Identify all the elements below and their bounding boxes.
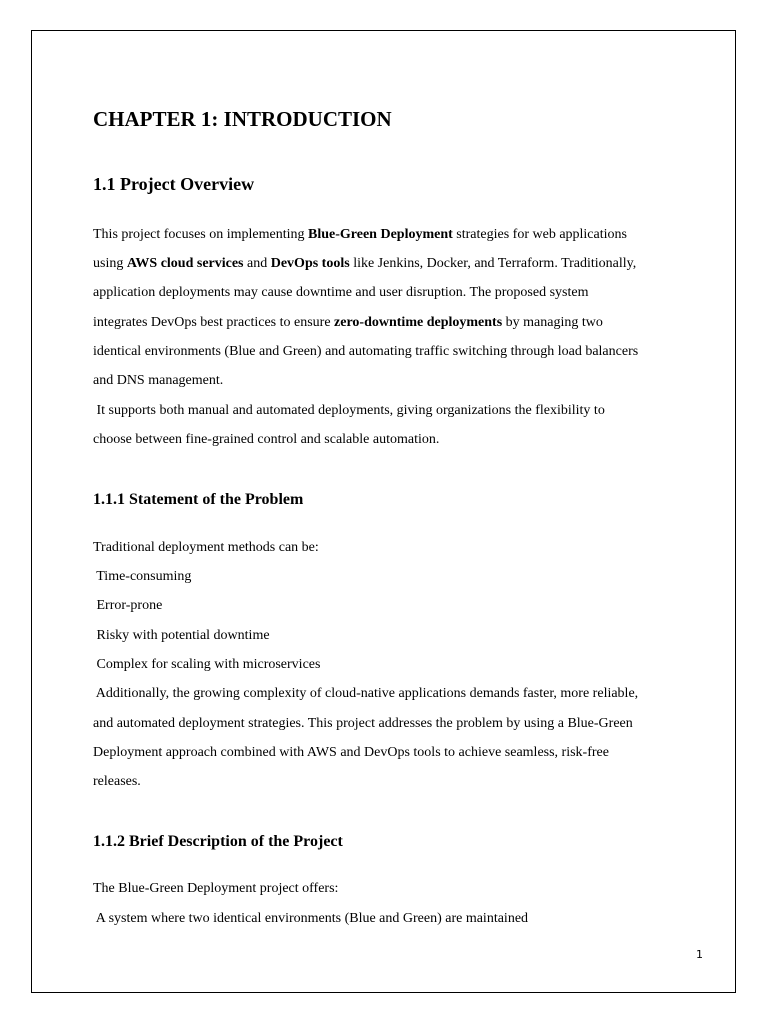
- description-list-item: A system where two identical environments (Blue and Green) are maintained: [93, 911, 529, 926]
- chapter-title: CHAPTER 1: INTRODUCTION: [93, 107, 392, 131]
- problem-paragraph-line-2: and automated deployment strategies. This project addresses the problem by using a Blue-Green: [93, 716, 633, 731]
- overview-line-5: identical environments (Blue and Green) and automating traffic switching through load balancers: [93, 344, 639, 359]
- problem-paragraph-line-1: Additionally, the growing complexity of cloud-native applications demands faster, more reliable,: [93, 686, 639, 701]
- problem-list-item: Complex for scaling with microservices: [93, 657, 321, 672]
- section-heading-statement-of-problem: 1.1.1 Statement of the Problem: [93, 491, 304, 508]
- overview-line-1: This project focuses on implementing Blue-Green Deployment strategies for web applications: [93, 227, 627, 242]
- overview-line-7: It supports both manual and automated deployments, giving organizations the flexibility to: [93, 403, 605, 418]
- section-heading-brief-description: 1.1.2 Brief Description of the Project: [93, 833, 343, 850]
- problem-paragraph-line-3: Deployment approach combined with AWS and DevOps tools to achieve seamless, risk-free: [93, 745, 609, 760]
- bold-term: DevOps tools: [270, 256, 350, 271]
- section-heading-project-overview: 1.1 Project Overview: [93, 174, 255, 194]
- problem-paragraph-line-4: releases.: [93, 774, 141, 789]
- overview-line-4: integrates DevOps best practices to ensure zero-downtime deployments by managing two: [93, 315, 603, 330]
- bold-term: zero-downtime deployments: [334, 315, 503, 330]
- problem-list-item: Error-prone: [93, 598, 163, 613]
- description-intro: The Blue-Green Deployment project offers:: [93, 881, 339, 896]
- overview-line-8: choose between fine-grained control and scalable automation.: [93, 432, 440, 447]
- overview-line-2: using AWS cloud services and DevOps tools like Jenkins, Docker, and Terraform. Traditionally,: [93, 256, 637, 271]
- overview-line-3: application deployments may cause downtime and user disruption. The proposed system: [93, 285, 589, 300]
- page-number: 1: [696, 948, 703, 961]
- overview-line-6: and DNS management.: [93, 373, 224, 388]
- problem-list-item: Risky with potential downtime: [93, 628, 270, 643]
- problem-list-item: Time-consuming: [93, 569, 192, 584]
- bold-term: Blue-Green Deployment: [308, 227, 453, 242]
- problem-intro: Traditional deployment methods can be:: [93, 540, 319, 555]
- bold-term: AWS cloud services: [126, 256, 244, 271]
